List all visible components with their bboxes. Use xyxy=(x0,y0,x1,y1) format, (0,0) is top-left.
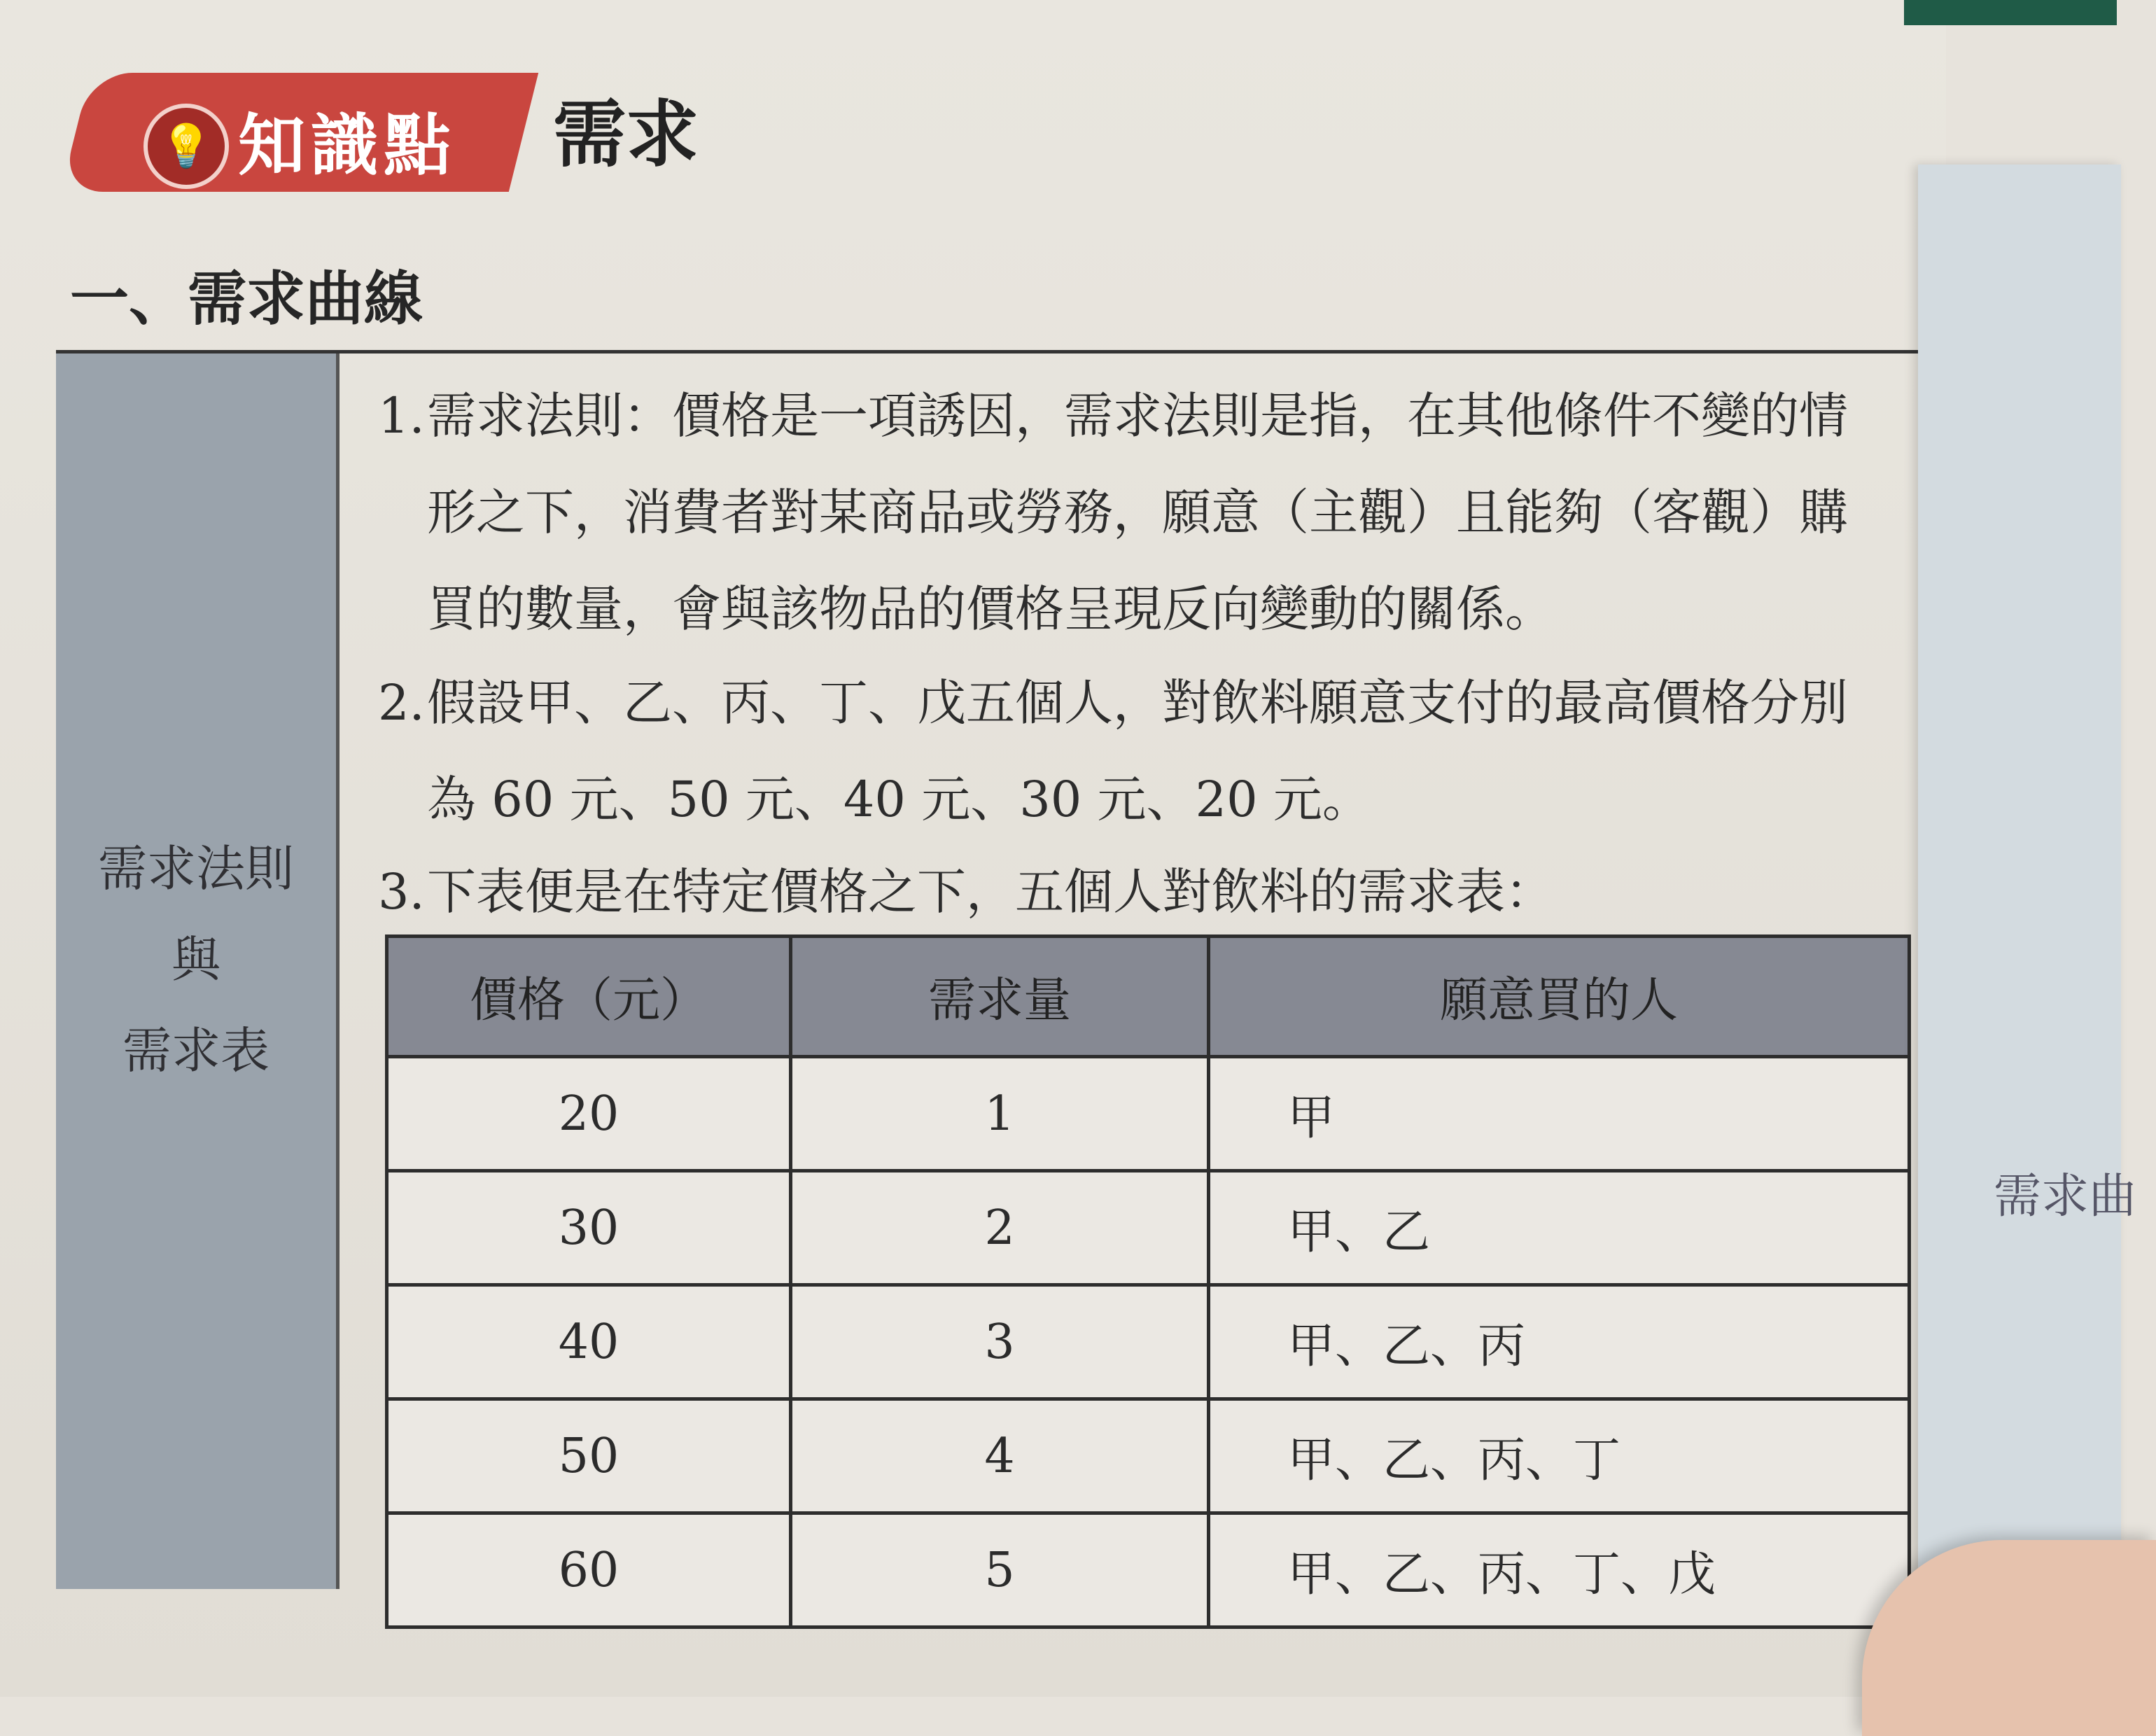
point-number: 3. xyxy=(378,863,425,920)
side-label-line-2: 與 xyxy=(172,931,220,988)
header-price: 價格（元） xyxy=(387,937,791,1057)
point-line: 假設甲、乙、丙、丁、戊五個人，對飲料願意支付的最高價格分別 xyxy=(427,674,1848,732)
demand-table xyxy=(385,934,1911,1629)
point-line: 買的數量，會與該物品的價格呈現反向變動的關係。 xyxy=(427,580,1554,638)
table-row xyxy=(387,1399,1910,1513)
cell-buyers: 甲、乙 xyxy=(1209,1171,1910,1285)
cell-buyers: 甲、乙、丙 xyxy=(1209,1285,1910,1399)
point-line: 形之下，消費者對某商品或勞務，願意（主觀）且能夠（客觀）購 xyxy=(427,484,1848,541)
cell-price: 60 xyxy=(387,1513,791,1628)
side-label-line-3: 需求表 xyxy=(122,1022,270,1079)
lightbulb-icon: 💡 xyxy=(144,104,229,189)
side-label-line-1: 需求法則 xyxy=(98,840,294,897)
content-box xyxy=(56,350,1918,1602)
cell-quantity: 2 xyxy=(791,1171,1209,1285)
book-edge-strip xyxy=(1904,0,2117,25)
cell-quantity: 4 xyxy=(791,1399,1209,1513)
table-header-row xyxy=(387,937,1910,1057)
cell-quantity: 5 xyxy=(791,1513,1209,1628)
header-quantity: 需求量 xyxy=(791,937,1209,1057)
point-number: 2. xyxy=(378,674,425,732)
cell-buyers: 甲、乙、丙、丁、戊 xyxy=(1209,1513,1910,1628)
cell-quantity: 3 xyxy=(791,1285,1209,1399)
table-row xyxy=(387,1057,1910,1171)
cell-quantity: 1 xyxy=(791,1057,1209,1171)
point-number: 1. xyxy=(378,387,425,444)
table-row xyxy=(387,1285,1910,1399)
point-1 xyxy=(378,368,1974,657)
side-panel xyxy=(56,354,340,1589)
cell-price: 20 xyxy=(387,1057,791,1171)
adjacent-page-text: 需求曲 xyxy=(1994,1169,2137,1224)
cell-buyers: 甲、乙、丙、丁 xyxy=(1209,1399,1910,1513)
badge-label: 知識點 xyxy=(238,106,456,185)
cell-price: 30 xyxy=(387,1171,791,1285)
point-line: 下表便是在特定價格之下，五個人對飲料的需求表： xyxy=(427,863,1554,920)
section-title: 一、需求曲線 xyxy=(70,265,424,333)
cell-buyers: 甲 xyxy=(1209,1057,1910,1171)
cell-price: 40 xyxy=(387,1285,791,1399)
page-title: 需求 xyxy=(553,92,699,177)
header-buyers: 願意買的人 xyxy=(1209,937,1910,1057)
point-line: 為 60 元、50 元、40 元、30 元、20 元。 xyxy=(427,771,1371,828)
table-row xyxy=(387,1513,1910,1628)
adjacent-page xyxy=(1918,164,2137,1670)
point-line: 需求法則：價格是一項誘因，需求法則是指，在其他條件不變的情 xyxy=(427,387,1848,444)
point-2 xyxy=(378,654,1974,848)
cell-price: 50 xyxy=(387,1399,791,1513)
point-3 xyxy=(378,844,1974,940)
table-row xyxy=(387,1171,1910,1285)
